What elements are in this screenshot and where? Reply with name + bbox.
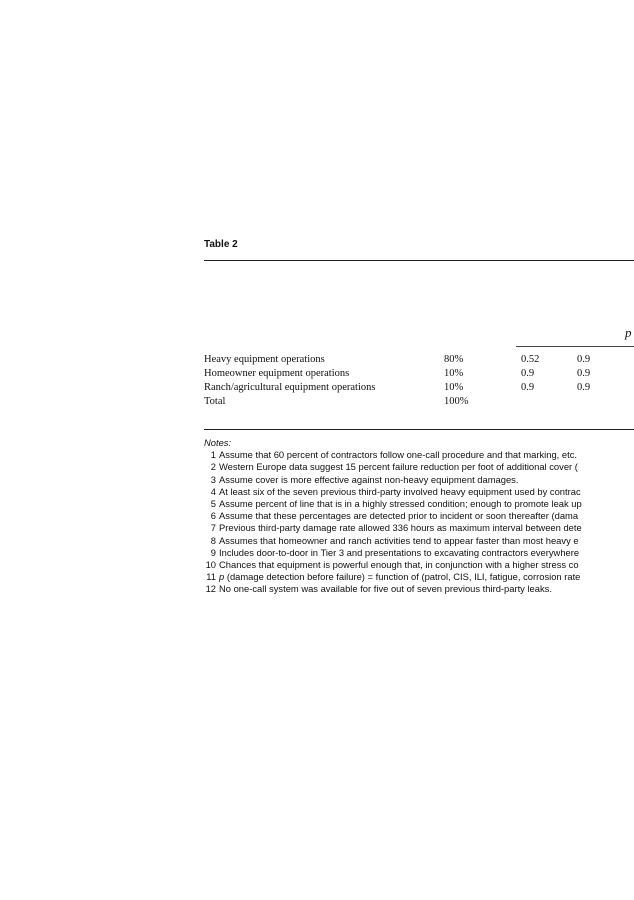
row-value-2: 0.9 [577, 382, 591, 393]
note-item: 9 Includes door-to-door in Tier 3 and presentations to excavating contractors everywhere [210, 546, 580, 558]
row-label: Total [204, 396, 226, 407]
note-item: 12 No one-call system was available for five out of seven previous third-party leaks. [205, 583, 552, 595]
row-label: Heavy equipment operations [204, 354, 325, 365]
row-label: Homeowner equipment operations [204, 368, 350, 379]
row-value-1: 0.9 [521, 382, 535, 393]
note-item: 1 Assume that 60 percent of contractors follow one-call procedure and that marking, etc. [210, 449, 577, 461]
table-row [0, 382, 634, 396]
note-item: 6 Assume that these percentages are detected prior to incident or soon thereafter (dama [210, 510, 579, 522]
note-item: 8 Assumes that homeowner and ranch activities tend to appear faster than most heavy e [210, 534, 579, 546]
row-value-2: 0.9 [577, 368, 591, 379]
note-item: 5 Assume percent of line that is in a highly stressed condition; enough to promote leak up [210, 498, 582, 510]
table-row-total [0, 396, 634, 410]
row-percent: 10% [444, 382, 464, 393]
table-notes [204, 437, 634, 596]
note-item: 7 Previous third-party damage rate allowed 336 hours as maximum interval between dete [210, 522, 582, 534]
row-value-1: 0.52 [521, 354, 540, 365]
note-item: 3 Assume cover is more effective against non-heavy equipment damages. [210, 473, 519, 485]
row-value-1: 0.9 [521, 368, 535, 379]
note-item: 4 At least six of the seven previous third-party involved heavy equipment used by contrac [210, 485, 581, 497]
table-row [0, 354, 634, 368]
column-group-rule [516, 346, 634, 347]
note-item: 11 p (damage detection before failure) = function of (patrol, CIS, ILI, fatigue, corrosion rate [206, 571, 581, 583]
probability-column-header: p [625, 325, 632, 340]
row-percent: 10% [444, 368, 464, 379]
row-label: Ranch/agricultural equipment operations [204, 382, 376, 393]
row-percent: 100% [444, 396, 469, 407]
row-value-2: 0.9 [577, 354, 591, 365]
table-top-rule [204, 260, 634, 261]
notes-heading: Notes: [204, 437, 232, 448]
table-title: Table 2 [204, 239, 238, 250]
table-bottom-rule [204, 429, 634, 430]
table-row [0, 368, 634, 382]
note-item: 2 Western Europe data suggest 15 percent failure reduction per foot of additional cover ( [210, 461, 578, 473]
row-percent: 80% [444, 354, 464, 365]
note-item: 10 Chances that equipment is powerful enough that, in conjunction with a higher stress co [205, 559, 579, 571]
